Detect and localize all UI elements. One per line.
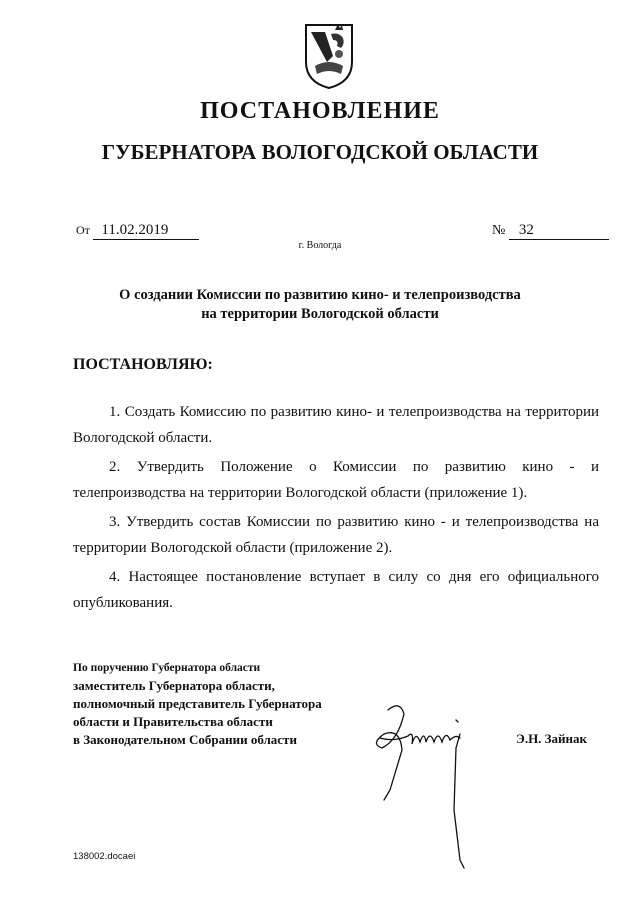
signatory-line-0: По поручению Губернатора области <box>73 662 261 674</box>
signatory-line-4: в Законодательном Собрании области <box>73 732 297 747</box>
resolve-heading: ПОСТАНОВЛЯЮ: <box>73 356 213 373</box>
date-value: 11.02.2019 <box>93 222 199 240</box>
document-subject <box>0 286 640 324</box>
number-prefix: № <box>492 223 506 238</box>
signatory-line-2: полномочный представитель Губернатора <box>73 696 322 711</box>
handwritten-signature <box>360 700 480 870</box>
signatory-line-1: заместитель Губернатора области, <box>73 678 275 693</box>
subject-line-2: на территории Вологодской области <box>201 306 439 322</box>
resolution-item: 2. Утвердить Положение о Комиссии по развитию кино - и телепроизводства на территории Вологодской области (приложение 1). <box>73 459 599 501</box>
number-row <box>492 222 609 240</box>
signatory-block <box>73 660 322 749</box>
coat-of-arms-emblem <box>303 22 355 90</box>
resolution-item: 1. Создать Комиссию по развитию кино- и телепроизводства на территории Вологодской области. <box>73 404 599 446</box>
document-subtitle: ГУБЕРНАТОРА ВОЛОГОДСКОЙ ОБЛАСТИ <box>101 140 539 164</box>
resolution-item: 4. Настоящее постановление вступает в силу со дня его официального опубликования. <box>73 569 599 611</box>
number-value: 32 <box>509 222 609 240</box>
resolution-items <box>73 399 599 619</box>
resolution-item: 3. Утвердить состав Комиссии по развитию кино - и телепроизводства на территории Вологодской области (приложение 2). <box>73 514 599 556</box>
subject-line-1: О создании Комиссии по развитию кино- и телепроизводства <box>119 287 521 303</box>
date-prefix: От <box>76 223 90 237</box>
date-row <box>76 222 199 240</box>
signatory-name: Э.Н. Зайнак <box>516 731 588 746</box>
signatory-line-3: области и Правительства области <box>73 714 273 729</box>
city-label: г. Вологда <box>298 240 342 251</box>
document-title: ПОСТАНОВЛЕНИЕ <box>200 98 440 124</box>
document-file-id: 138002.docaei <box>73 851 136 862</box>
